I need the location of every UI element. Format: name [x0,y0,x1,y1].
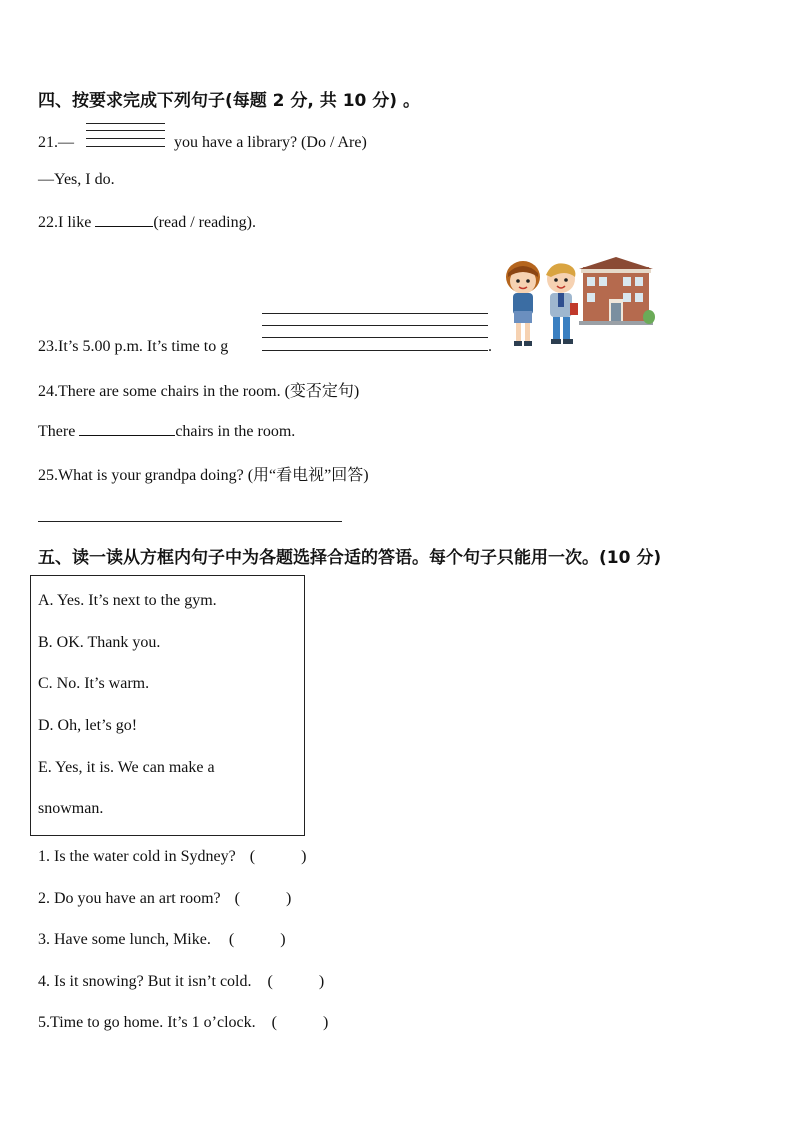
boy-icon [546,263,578,344]
kids-school-illustration [495,255,655,353]
answer-paren-close[interactable]: ) [285,890,292,907]
q24-text: 24.There are some chairs in the room. (变否定句) [38,383,360,400]
option-d: D. Oh, let’s go! [38,717,138,734]
q21-text: you have a library? (Do / Are) [174,134,367,151]
q21-number [38,134,74,152]
question-text: 3. Have some lunch, Mike. [38,931,211,948]
q24-line2-before: There [38,423,76,440]
answer-line[interactable] [262,313,488,314]
answer-paren-open[interactable]: ( [271,1014,277,1031]
q23-text: 23.It’s 5.00 p.m. It’s time to g [38,338,229,355]
options-box [30,575,305,836]
q24-answer-line [38,421,295,441]
option-a: A. Yes. It’s next to the gym. [38,592,217,609]
q21-answer: —Yes, I do. [38,171,115,188]
answer-paren-close[interactable]: ) [280,931,286,948]
question-text: 1. Is the water cold in Sydney? [38,848,236,865]
answer-paren-open[interactable]: ( [267,973,273,990]
answer-paren-close[interactable]: ) [322,1014,329,1031]
answer-line[interactable] [86,138,165,139]
option-e: E. Yes, it is. We can make a [38,759,215,776]
q24-blank[interactable] [79,421,175,436]
q22-question [38,212,256,232]
question-text: 5.Time to go home. It’s 1 o’clock. [38,1014,256,1031]
q21-num: 21. [38,134,58,151]
option-b: B. OK. Thank you. [38,634,161,651]
question-text: 4. Is it snowing? But it isn’t cold. [38,973,252,990]
answer-paren-open[interactable]: ( [228,931,235,948]
girl-icon [506,261,540,346]
answer-paren-open[interactable]: ( [234,890,240,907]
option-c: C. No. It’s warm. [38,675,150,692]
q22-text-before: 22.I like [38,214,92,231]
question-5 [38,1014,328,1032]
school-building-icon [579,257,655,325]
question-text: 2. Do you have an art room? [38,890,221,907]
answer-line[interactable] [86,130,165,131]
answer-paren-open[interactable]: ( [249,848,256,865]
q25-answer-line[interactable] [38,521,342,522]
answer-line[interactable] [262,350,488,351]
question-3 [38,931,286,949]
answer-paren-close[interactable]: ) [301,848,307,865]
question-2 [38,890,291,908]
answer-paren-close[interactable]: ) [318,973,325,990]
answer-line[interactable] [262,337,488,338]
question-4 [38,973,324,991]
answer-line[interactable] [86,123,165,124]
section5-title: 五、读一读从方框内句子中为各题选择合适的答语。每个句子只能用一次。(10 分) [38,548,662,568]
answer-line[interactable] [86,146,165,147]
section4-title: 四、按要求完成下列句子(每题 2 分, 共 10 分) 。 [38,91,420,111]
q22-text-after: (read / reading). [153,214,256,231]
q24-line2-after: chairs in the room. [175,423,296,440]
answer-line[interactable] [262,325,488,326]
q22-blank[interactable] [95,212,153,227]
q21-dash: — [58,134,74,151]
q25-text: 25.What is your grandpa doing? (用“看电视”回答) [38,467,369,484]
question-1 [38,848,306,866]
option-e-continued: snowman. [38,800,104,817]
q23-end: . [488,338,492,355]
